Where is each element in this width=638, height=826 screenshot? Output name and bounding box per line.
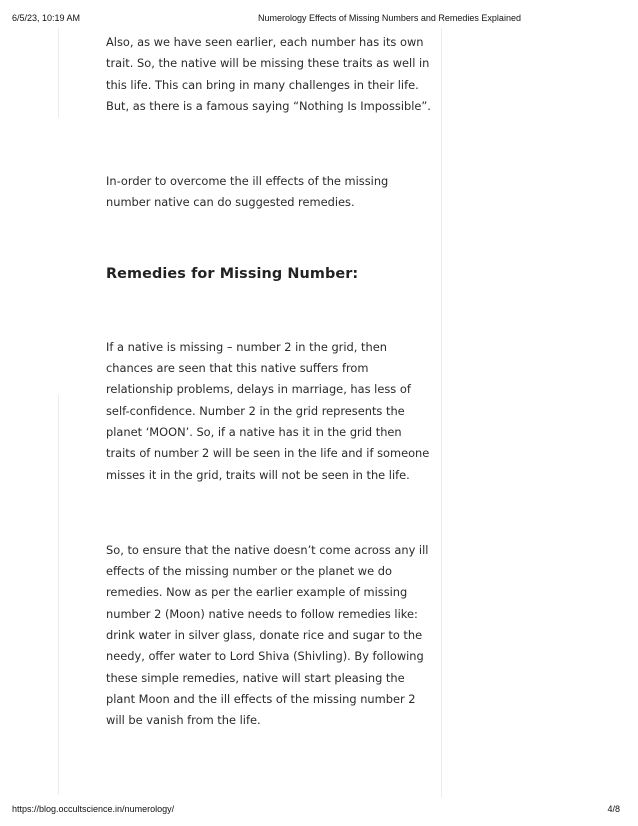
- page-number: 4/8: [607, 804, 620, 814]
- text-line: But, as there is a famous saying “Nothing Is Impossible”.: [106, 98, 431, 113]
- article-body: [106, 32, 431, 732]
- text-line: drink water in silver glass, donate rice and sugar to the: [106, 628, 423, 643]
- text-line: self-confidence. Number 2 in the grid represents the: [106, 403, 405, 418]
- text-line: trait. So, the native will be missing these traits as well in: [106, 56, 430, 71]
- paragraph-traits: [106, 32, 431, 117]
- text-line: chances are seen that this native suffers from: [106, 361, 369, 376]
- text-line: number 2 (Moon) native needs to follow remedies like:: [106, 606, 418, 621]
- left-border-line: [58, 28, 59, 118]
- paragraph-overcome: [106, 171, 406, 214]
- text-line: plant Moon and the ill effects of the missing number 2: [106, 691, 416, 706]
- print-page-title: Numerology Effects of Missing Numbers and Remedies Explained: [258, 13, 521, 23]
- paragraph-missing-number: [106, 337, 430, 486]
- text-line: these simple remedies, native will start pleasing the: [106, 670, 405, 685]
- right-border-line: [441, 28, 442, 798]
- text-line: If a native is missing – number 2 in the grid, then: [106, 339, 387, 354]
- print-datetime: 6/5/23, 10:19 AM: [12, 13, 81, 23]
- text-line: So, to ensure that the native doesn’t come across any ill: [106, 542, 429, 557]
- print-footer: [12, 804, 626, 818]
- text-line: needy, offer water to Lord Shiva (Shivling). By following: [106, 649, 424, 664]
- text-line: planet ‘MOON’. So, if a native has it in the grid then: [106, 424, 402, 439]
- text-line: this life. This can bring in many challenges in their life.: [106, 77, 419, 92]
- text-line: relationship problems, delays in marriage, has less of: [106, 382, 411, 397]
- print-header: [12, 13, 626, 27]
- text-line: Also, as we have seen earlier, each number has its own: [106, 35, 424, 49]
- text-line: will be vanish from the life.: [106, 713, 261, 728]
- text-line: effects of the missing number or the planet we do: [106, 564, 392, 579]
- left-border-line: [58, 395, 59, 795]
- section-heading: Remedies for Missing Number:: [106, 265, 359, 282]
- page-url: https://blog.occultscience.in/numerology/: [12, 804, 175, 814]
- text-line: traits of number 2 will be seen in the life and if someone: [106, 446, 430, 461]
- text-line: number native can do suggested remedies.: [106, 195, 355, 210]
- text-line: In-order to overcome the ill effects of the missing: [106, 174, 389, 189]
- paragraph-remedies: [106, 540, 429, 732]
- text-line: misses it in the grid, traits will not be seen in the life.: [106, 467, 410, 482]
- text-line: remedies. Now as per the earlier example of missing: [106, 585, 408, 600]
